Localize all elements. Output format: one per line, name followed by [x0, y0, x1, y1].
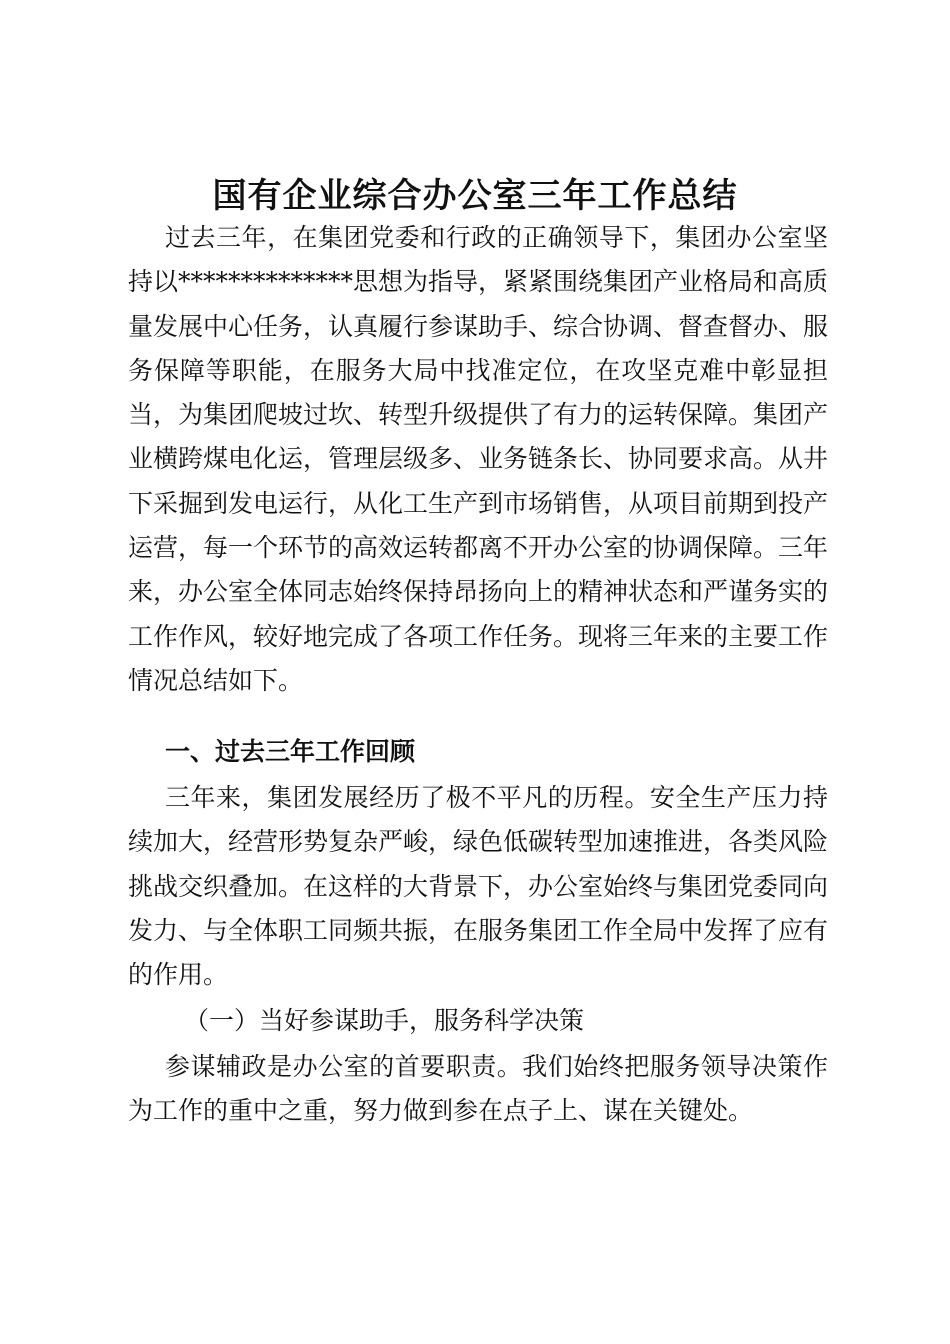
intro-paragraph: 过去三年，在集团党委和行政的正确领导下，集团办公室坚持以**************思想为指导，紧紧围绕集团产业格局和高质量发展中心任务，认真履行参谋助手、综合协调、督查督办、服务保障等职能，在服务大局中找准定位，在攻坚克难中彰显担当，为集团爬坡过坎、转型升级提供了有力的运转保障。集团产业横跨煤电化运，管理层级多、业务链条长、协同要求高。从井下采掘到发电运行，从化工生产到市场销售，从项目前期到投产运营，每一个环节的高效运转都离不开办公室的协调保障。三年来，办公室全体同志始终保持昂扬向上的精神状态和严谨务实的工作作风，较好地完成了各项工作任务。现将三年来的主要工作情况总结如下。: [128, 223, 829, 695]
advisor-paragraph: 参谋辅政是办公室的首要职责。我们始终把服务领导决策作为工作的重中之重，努力做到参在点子上、谋在关键处。: [128, 1052, 828, 1126]
subsection-heading-advisor: （一）当好参谋助手，服务科学决策: [184, 1006, 585, 1035]
review-paragraph: 三年来，集团发展经历了极不平凡的历程。安全生产压力持续加大，经营形势复杂严峻，绿色低碳转型加速推进，各类风险挑战交织叠加。在这样的大背景下，办公室始终与集团党委同向发力、与全体职工同频共振，在服务集团工作全局中发挥了应有的作用。: [128, 783, 829, 990]
document-title: 国有企业综合办公室三年工作总结: [212, 176, 738, 216]
section-heading-review: 一、过去三年工作回顾: [165, 737, 416, 766]
